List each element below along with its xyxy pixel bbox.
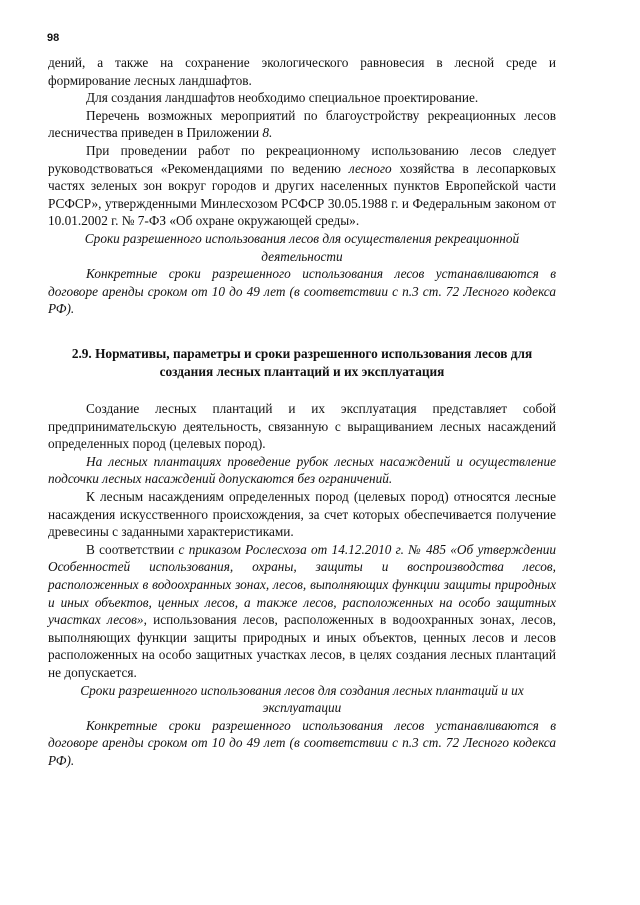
paragraph-text: , использования лесов, расположенных в водоохранных зонах, лесов, выполняющих функции защиты природных и иных объектов, ценных лесов и лесов расположенных на особо защитных участках лесов, в целях создания лесных плантаций не допускается. bbox=[48, 612, 556, 680]
subheading: Сроки разрешенного использования лесов для создания лесных плантаций и их эксплуатации bbox=[80, 682, 524, 716]
paragraph bbox=[48, 541, 556, 682]
page-body bbox=[48, 54, 556, 770]
paragraph bbox=[48, 107, 556, 142]
page-number: 98 bbox=[47, 32, 60, 44]
order-reference: с приказом Рослесхоза от 14.12.2010 г. № 485 «Об утверждении Особенностей использования, охраны, защиты и воспроизводства лесов, расположенных в водоохранных зонах, лесов, выполняющих функции защиты природных и иных объектов, ценных лесов, а также лесов, расположенных на особо защитных участках лесов» bbox=[48, 541, 556, 628]
subheading: Сроки разрешенного использования лесов для осуществления рекреационной деятельности bbox=[84, 230, 520, 264]
paragraph-text: хозяйства в лесопарковых частях зеленых зон вокруг городов и других населенных пунктов Европейской части РСФСР», утвержденными Минлесхозом РСФСР 30.05.1988 г. и Федеральным законом от 10.01.2002 г. № 7-ФЗ «Об охране окружающей среды». bbox=[48, 160, 556, 229]
paragraph-text: Перечень возможных мероприятий по благоустройству рекреационных лесов лесничества приведен в Приложении bbox=[48, 107, 556, 141]
paragraph: Конкретные сроки разрешенного использования лесов устанавливаются в договоре аренды сроком от 10 до 49 лет (в соответствии с п.3 ст. 72 Лесного кодекса РФ). bbox=[48, 266, 556, 317]
paragraph: Создание лесных плантаций и их эксплуатация представляет собой предпринимательскую деятельность, связанную с выращиванием лесных насаждений определенных пород (целевых пород). bbox=[48, 401, 556, 452]
paragraph-text: При проведении работ по рекреационному использованию лесов следует руководствоваться «Рекомендациями по ведению bbox=[48, 142, 556, 176]
appendix-ref: 8. bbox=[262, 125, 273, 141]
paragraph: дений, а также на сохранение экологического равновесия в лесной среде и формирование лесных ландшафтов. bbox=[48, 55, 556, 88]
paragraph: Для создания ландшафтов необходимо специальное проектирование. bbox=[86, 90, 479, 106]
paragraph: На лесных плантациях проведение рубок лесных насаждений и осуществление подсочки лесных насаждений допускаются без ограничений. bbox=[48, 453, 556, 487]
paragraph-text: В соответствии bbox=[86, 541, 179, 557]
paragraph bbox=[48, 142, 556, 230]
italic-word: лесного bbox=[348, 160, 392, 176]
section-heading: 2.9. Нормативы, параметры и сроки разрешенного использования лесов для создания лесных плантаций и их эксплуатация bbox=[71, 345, 533, 379]
paragraph: К лесным насаждениям определенных пород (целевых пород) относятся лесные насаждения искусственного происхождения, за счет которых обеспечивается получение древесины с заданными характеристиками. bbox=[48, 489, 556, 540]
paragraph: Конкретные сроки разрешенного использования лесов устанавливаются в договоре аренды сроком от 10 до 49 лет (в соответствии с п.3 ст. 72 Лесного кодекса РФ). bbox=[48, 717, 556, 768]
